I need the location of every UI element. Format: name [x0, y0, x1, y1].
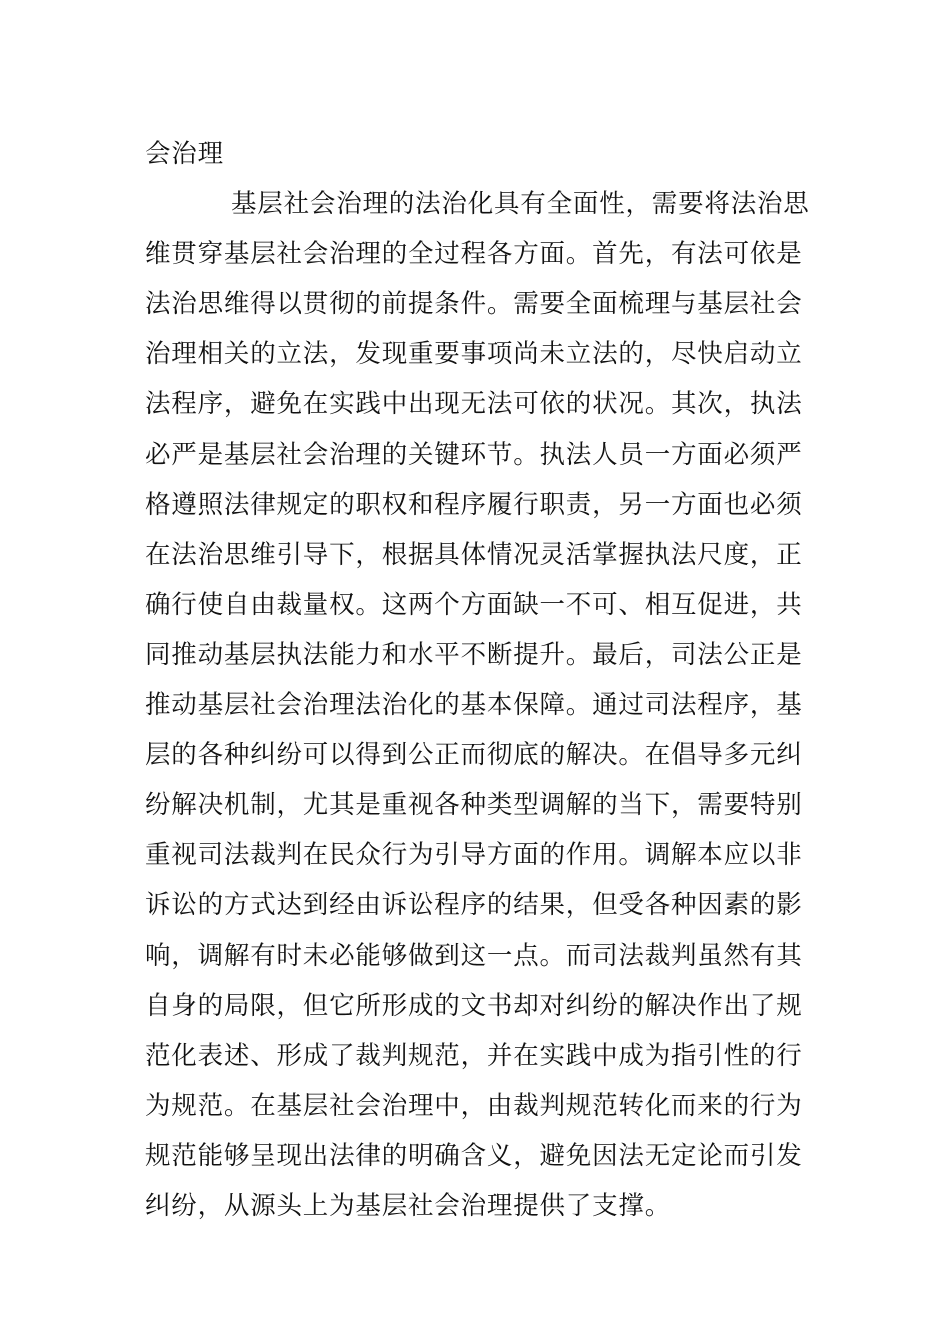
- paragraph-line: 法治思维得以贯彻的前提条件。需要全面梳理与基层社会: [145, 289, 803, 320]
- paragraph-line: 确行使自由裁量权。这两个方面缺一不可、相互促进，共: [145, 589, 803, 620]
- paragraph-line: 为规范。在基层社会治理中，由裁判规范转化而来的行为: [145, 1090, 803, 1121]
- paragraph-line: 重视司法裁判在民众行为引导方面的作用。调解本应以非: [145, 840, 803, 871]
- paragraph-line: 纠纷，从源头上为基层社会治理提供了支撑。: [145, 1190, 672, 1221]
- paragraph: [145, 179, 810, 1231]
- paragraph-line: 同推动基层执法能力和水平不断提升。最后，司法公正是: [145, 639, 803, 670]
- paragraph-line: 响，调解有时未必能够做到这一点。而司法裁判虽然有其: [145, 940, 803, 971]
- paragraph-line: 纷解决机制，尤其是重视各种类型调解的当下，需要特别: [145, 790, 803, 821]
- paragraph-line: 维贯穿基层社会治理的全过程各方面。首先，有法可依是: [145, 239, 803, 270]
- paragraph-line: 范化表述、形成了裁判规范，并在实践中成为指引性的行: [145, 1040, 803, 1071]
- body-text: [145, 129, 810, 1231]
- paragraph-line: 推动基层社会治理法治化的基本保障。通过司法程序，基: [145, 690, 803, 721]
- paragraph-line: 必严是基层社会治理的关键环节。执法人员一方面必须严: [145, 439, 803, 470]
- paragraph-line: 治理相关的立法，发现重要事项尚未立法的，尽快启动立: [145, 339, 803, 370]
- paragraph-line: 在法治思维引导下，根据具体情况灵活掌握执法尺度，正: [145, 539, 803, 570]
- continuation-line: 会治理: [145, 139, 224, 169]
- paragraph-line: 规范能够呈现出法律的明确含义，避免因法无定论而引发: [145, 1140, 803, 1171]
- paragraph-line: 格遵照法律规定的职权和程序履行职责，另一方面也必须: [145, 489, 803, 520]
- paragraph-line: 法程序，避免在实践中出现无法可依的状况。其次，执法: [145, 389, 803, 420]
- paragraph-line: 诉讼的方式达到经由诉讼程序的结果，但受各种因素的影: [145, 890, 803, 921]
- paragraph-line: 基层社会治理的法治化具有全面性，需要将法治思: [231, 189, 810, 220]
- paragraph-line: 自身的局限，但它所形成的文书却对纠纷的解决作出了规: [145, 990, 803, 1021]
- paragraph-line: 层的各种纠纷可以得到公正而彻底的解决。在倡导多元纠: [145, 740, 803, 771]
